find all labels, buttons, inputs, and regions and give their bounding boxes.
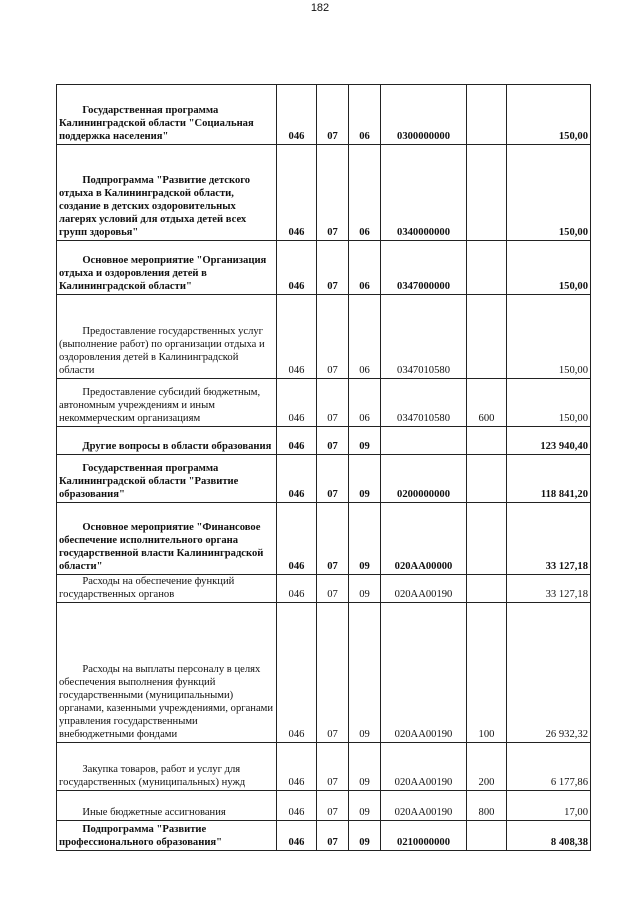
subsection-code-cell: 09	[349, 743, 381, 791]
section-code-cell: 07	[317, 575, 349, 603]
target-article-cell: 0340000000	[381, 145, 467, 241]
section-code-cell: 07	[317, 379, 349, 427]
name-cell: Расходы на выплаты персоналу в целях обеспечения выполнения функций государственными (муниципальными) органами, казенными учреждениями, органами управления государственными внебюджетными фондами	[57, 603, 277, 743]
expense-type-cell: 100	[467, 603, 507, 743]
expense-type-cell	[467, 145, 507, 241]
subsection-code-cell: 09	[349, 455, 381, 503]
subsection-code-cell: 06	[349, 145, 381, 241]
table-row	[57, 145, 591, 241]
target-article-cell: 020АА00000	[381, 503, 467, 575]
ministry-code-cell: 046	[277, 821, 317, 851]
ministry-code-cell: 046	[277, 603, 317, 743]
target-article-cell: 020АА00190	[381, 791, 467, 821]
name-cell: Предоставление субсидий бюджетным, автономным учреждениям и иным некоммерческим организациям	[57, 379, 277, 427]
ministry-code-cell: 046	[277, 145, 317, 241]
name-cell: Государственная программа Калининградской области "Социальная поддержка населения"	[57, 85, 277, 145]
table-row	[57, 575, 591, 603]
section-code-cell: 07	[317, 791, 349, 821]
subsection-code-cell: 06	[349, 295, 381, 379]
budget-table	[56, 84, 591, 851]
ministry-code-cell: 046	[277, 503, 317, 575]
table-row	[57, 791, 591, 821]
name-cell: Другие вопросы в области образования	[57, 427, 277, 455]
expense-type-cell	[467, 427, 507, 455]
expense-type-cell	[467, 821, 507, 851]
expense-type-cell: 600	[467, 379, 507, 427]
amount-cell: 150,00	[507, 85, 591, 145]
target-article-cell	[381, 427, 467, 455]
name-cell: Подпрограмма "Развитие детского отдыха в Калининградской области, создание в детских оздоровительных лагерях условий для отдыха детей всех групп здоровья"	[57, 145, 277, 241]
target-article-cell: 0347010580	[381, 295, 467, 379]
subsection-code-cell: 09	[349, 821, 381, 851]
ministry-code-cell: 046	[277, 379, 317, 427]
section-code-cell: 07	[317, 821, 349, 851]
expense-type-cell	[467, 295, 507, 379]
target-article-cell: 020АА00190	[381, 575, 467, 603]
amount-cell: 17,00	[507, 791, 591, 821]
table-row	[57, 455, 591, 503]
name-cell: Основное мероприятие "Организация отдыха и оздоровления детей в Калининградской области"	[57, 241, 277, 295]
name-cell: Основное мероприятие "Финансовое обеспечение исполнительного органа государственной власти Калининградской области"	[57, 503, 277, 575]
subsection-code-cell: 09	[349, 503, 381, 575]
table-row	[57, 379, 591, 427]
target-article-cell: 0200000000	[381, 455, 467, 503]
expense-type-cell: 800	[467, 791, 507, 821]
section-code-cell: 07	[317, 603, 349, 743]
amount-cell: 150,00	[507, 295, 591, 379]
name-cell: Государственная программа Калининградской области "Развитие образования"	[57, 455, 277, 503]
expense-type-cell	[467, 241, 507, 295]
table-row	[57, 295, 591, 379]
section-code-cell: 07	[317, 241, 349, 295]
target-article-cell: 020АА00190	[381, 603, 467, 743]
amount-cell: 8 408,38	[507, 821, 591, 851]
name-cell: Закупка товаров, работ и услуг для государственных (муниципальных) нужд	[57, 743, 277, 791]
ministry-code-cell: 046	[277, 427, 317, 455]
table-row	[57, 603, 591, 743]
amount-cell: 6 177,86	[507, 743, 591, 791]
section-code-cell: 07	[317, 743, 349, 791]
amount-cell: 150,00	[507, 241, 591, 295]
subsection-code-cell: 06	[349, 241, 381, 295]
expense-type-cell: 200	[467, 743, 507, 791]
subsection-code-cell: 09	[349, 791, 381, 821]
table-row	[57, 241, 591, 295]
page-number: 182	[310, 2, 330, 14]
amount-cell: 33 127,18	[507, 503, 591, 575]
amount-cell: 118 841,20	[507, 455, 591, 503]
section-code-cell: 07	[317, 427, 349, 455]
expense-type-cell	[467, 575, 507, 603]
amount-cell: 123 940,40	[507, 427, 591, 455]
name-cell: Подпрограмма "Развитие профессионального образования"	[57, 821, 277, 851]
table-row	[57, 743, 591, 791]
table-row	[57, 85, 591, 145]
target-article-cell: 0300000000	[381, 85, 467, 145]
amount-cell: 33 127,18	[507, 575, 591, 603]
name-cell: Иные бюджетные ассигнования	[57, 791, 277, 821]
table-row	[57, 427, 591, 455]
subsection-code-cell: 09	[349, 603, 381, 743]
ministry-code-cell: 046	[277, 791, 317, 821]
section-code-cell: 07	[317, 455, 349, 503]
amount-cell: 150,00	[507, 379, 591, 427]
section-code-cell: 07	[317, 85, 349, 145]
name-cell: Предоставление государственных услуг (выполнение работ) по организации отдыха и оздоровления детей в Калининградской области	[57, 295, 277, 379]
ministry-code-cell: 046	[277, 575, 317, 603]
section-code-cell: 07	[317, 503, 349, 575]
amount-cell: 150,00	[507, 145, 591, 241]
subsection-code-cell: 06	[349, 379, 381, 427]
target-article-cell: 020АА00190	[381, 743, 467, 791]
target-article-cell: 0347000000	[381, 241, 467, 295]
section-code-cell: 07	[317, 145, 349, 241]
target-article-cell: 0347010580	[381, 379, 467, 427]
table-row	[57, 821, 591, 851]
amount-cell: 26 932,32	[507, 603, 591, 743]
subsection-code-cell: 06	[349, 85, 381, 145]
ministry-code-cell: 046	[277, 295, 317, 379]
expense-type-cell	[467, 85, 507, 145]
ministry-code-cell: 046	[277, 85, 317, 145]
target-article-cell: 0210000000	[381, 821, 467, 851]
subsection-code-cell: 09	[349, 575, 381, 603]
subsection-code-cell: 09	[349, 427, 381, 455]
ministry-code-cell: 046	[277, 241, 317, 295]
table-row	[57, 503, 591, 575]
name-cell: Расходы на обеспечение функций государственных органов	[57, 575, 277, 603]
section-code-cell: 07	[317, 295, 349, 379]
ministry-code-cell: 046	[277, 455, 317, 503]
expense-type-cell	[467, 455, 507, 503]
budget-table-body	[57, 85, 591, 851]
ministry-code-cell: 046	[277, 743, 317, 791]
expense-type-cell	[467, 503, 507, 575]
